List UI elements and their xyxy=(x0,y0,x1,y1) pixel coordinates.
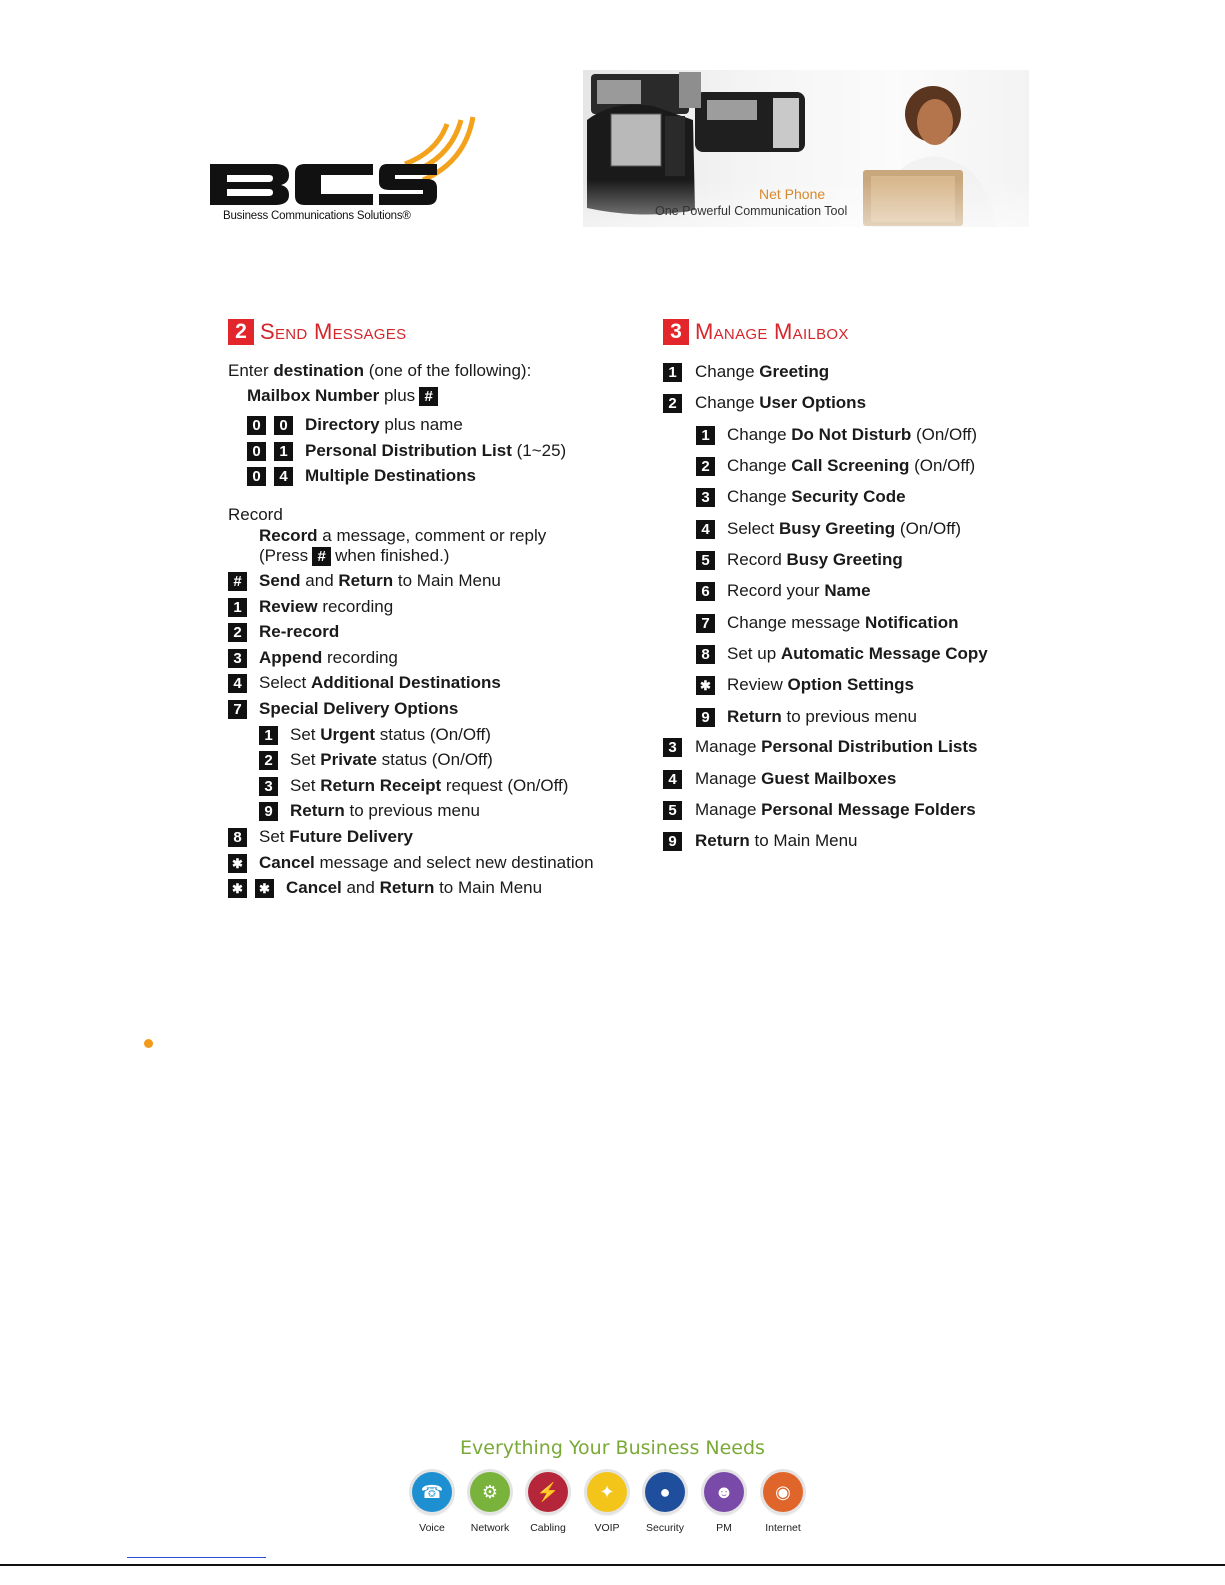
star-key-icon: ✱ xyxy=(228,854,247,873)
service-voip[interactable] xyxy=(577,1472,637,1534)
network-icon: ⚙ xyxy=(470,1472,510,1512)
key-icon: # xyxy=(228,572,247,591)
manage-option-row: 3 Manage Personal Distribution Lists xyxy=(663,736,977,758)
service-label: Security xyxy=(646,1522,684,1534)
key-icon: 5 xyxy=(696,551,715,570)
special-delivery-row: 2 Set Private status (On/Off) xyxy=(259,749,493,771)
key-icon: 1 xyxy=(259,726,278,745)
service-voice[interactable] xyxy=(402,1472,462,1534)
send-option-row: 2 Re-record xyxy=(228,621,339,643)
key-icon: 9 xyxy=(696,708,715,727)
phone-icon: ☎ xyxy=(412,1472,452,1512)
key-icon: 4 xyxy=(663,770,682,789)
destination-intro: Enter destination (one of the following): xyxy=(228,361,532,380)
special-delivery-row: 3 Set Return Receipt request (On/Off) xyxy=(259,775,568,797)
page-bottom-rule xyxy=(0,1564,1225,1566)
services-icons xyxy=(402,1472,822,1542)
send-option-row: ✱ ✱ Cancel and Return to Main Menu xyxy=(228,877,542,899)
send-option-row: 3 Append recording xyxy=(228,647,398,669)
key-icon: 6 xyxy=(696,582,715,601)
key-icon: 9 xyxy=(663,832,682,851)
send-option-row: 4 Select Additional Destinations xyxy=(228,672,501,694)
manage-option-row: 4 Manage Guest Mailboxes xyxy=(663,768,896,790)
dest-row-multiple: 0 4 Multiple Destinations xyxy=(247,465,476,487)
section-title: Manage Mailbox xyxy=(695,319,849,344)
mailbox-number-row: Mailbox Number plus # xyxy=(247,385,442,407)
key-icon: 4 xyxy=(228,674,247,693)
key-icon: 1 xyxy=(663,363,682,382)
people-icon: ☻ xyxy=(704,1472,744,1512)
special-delivery-row: 1 Set Urgent status (On/Off) xyxy=(259,724,491,746)
star-key-icon: ✱ xyxy=(696,676,715,695)
cable-icon: ⚡ xyxy=(528,1472,568,1512)
user-option-row: 4 Select Busy Greeting (On/Off) xyxy=(696,518,961,540)
logo-graphic xyxy=(205,112,480,212)
service-internet[interactable] xyxy=(753,1472,813,1534)
key-icon: 0 xyxy=(247,416,266,435)
special-delivery-row: 9 Return to previous menu xyxy=(259,800,480,822)
key-icon: 4 xyxy=(274,467,293,486)
key-icon: 7 xyxy=(696,614,715,633)
dest-row-directory: 0 0 Directory plus name xyxy=(247,414,463,436)
send-option-row: 8 Set Future Delivery xyxy=(228,826,413,848)
service-cabling[interactable] xyxy=(518,1472,578,1534)
record-line: Record a message, comment or reply xyxy=(259,526,547,545)
user-option-row: 8 Set up Automatic Message Copy xyxy=(696,643,988,665)
globe-icon: ◉ xyxy=(763,1472,803,1512)
user-option-row: 7 Change message Notification xyxy=(696,612,958,634)
section-number: 2 xyxy=(228,319,254,345)
lock-icon: ● xyxy=(645,1472,685,1512)
manage-option-row: 5 Manage Personal Message Folders xyxy=(663,799,976,821)
key-icon: 3 xyxy=(696,488,715,507)
manage-option-row: 9 Return to Main Menu xyxy=(663,830,858,852)
user-option-row: 9 Return to previous menu xyxy=(696,706,917,728)
send-messages-heading xyxy=(228,316,628,348)
press-hash-line: (Press # when finished.) xyxy=(259,546,450,565)
send-messages-section xyxy=(228,316,628,897)
user-option-row: 1 Change Do Not Disturb (On/Off) xyxy=(696,424,977,446)
send-option-row: 1 Review recording xyxy=(228,596,393,618)
manage-option-row: 1 Change Greeting xyxy=(663,361,829,383)
bcs-logo xyxy=(205,112,480,227)
key-icon: 2 xyxy=(696,457,715,476)
send-option-row: ✱ Cancel message and select new destination xyxy=(228,852,594,874)
dest-row-pdl: 0 1 Personal Distribution List (1~25) xyxy=(247,440,566,462)
service-label: Network xyxy=(470,1522,510,1534)
manage-option-row: 2 Change User Options xyxy=(663,392,866,414)
voip-icon: ✦ xyxy=(587,1472,627,1512)
key-icon: 2 xyxy=(663,394,682,413)
service-label: Voice xyxy=(419,1522,445,1534)
key-icon: 2 xyxy=(228,623,247,642)
key-icon: 4 xyxy=(696,520,715,539)
logo-tagline: Business Communications Solutions® xyxy=(223,210,411,222)
key-icon: 9 xyxy=(259,802,278,821)
key-icon: 3 xyxy=(228,649,247,668)
service-security[interactable] xyxy=(635,1472,695,1534)
record-heading: Record xyxy=(228,505,283,524)
banner-title: Net Phone xyxy=(759,186,826,202)
service-label: Cabling xyxy=(530,1522,566,1534)
user-option-row: 5 Record Busy Greeting xyxy=(696,549,903,571)
key-icon: 3 xyxy=(259,777,278,796)
manage-mailbox-heading xyxy=(663,316,1043,348)
user-option-row: ✱ Review Option Settings xyxy=(696,674,914,696)
service-pm[interactable] xyxy=(694,1472,754,1534)
key-icon: 7 xyxy=(228,700,247,719)
user-option-row: 3 Change Security Code xyxy=(696,486,906,508)
service-label: VOIP xyxy=(594,1522,620,1534)
footer-link-underline[interactable] xyxy=(127,1557,266,1558)
send-option-row: # Send and Return to Main Menu xyxy=(228,570,501,592)
hash-key-icon: # xyxy=(419,387,438,406)
service-network[interactable] xyxy=(460,1472,520,1534)
star-key-icon: ✱ xyxy=(228,879,247,898)
manage-mailbox-section xyxy=(663,316,1043,850)
key-icon: 8 xyxy=(696,645,715,664)
key-icon: 0 xyxy=(247,467,266,486)
user-option-row: 2 Change Call Screening (On/Off) xyxy=(696,455,975,477)
key-icon: 1 xyxy=(696,426,715,445)
send-option-row: 7 Special Delivery Options xyxy=(228,698,458,720)
net-phone-banner xyxy=(583,70,1029,227)
user-option-row: 6 Record your Name xyxy=(696,580,871,602)
service-label: PM xyxy=(716,1522,732,1534)
footer-tagline: Everything Your Business Needs xyxy=(460,1437,765,1459)
key-icon: 1 xyxy=(274,442,293,461)
key-icon: 3 xyxy=(663,738,682,757)
key-icon: 0 xyxy=(274,416,293,435)
key-icon: 2 xyxy=(259,751,278,770)
bullet-dot xyxy=(144,1039,153,1048)
key-icon: 5 xyxy=(663,801,682,820)
section-title: Send Messages xyxy=(260,319,407,344)
star-key-icon: ✱ xyxy=(255,879,274,898)
hash-key-icon: # xyxy=(312,547,331,566)
banner-subtitle: One Powerful Communication Tool xyxy=(655,204,848,218)
service-label: Internet xyxy=(765,1522,801,1534)
key-icon: 1 xyxy=(228,598,247,617)
key-icon: 8 xyxy=(228,828,247,847)
section-number: 3 xyxy=(663,319,689,345)
key-icon: 0 xyxy=(247,442,266,461)
